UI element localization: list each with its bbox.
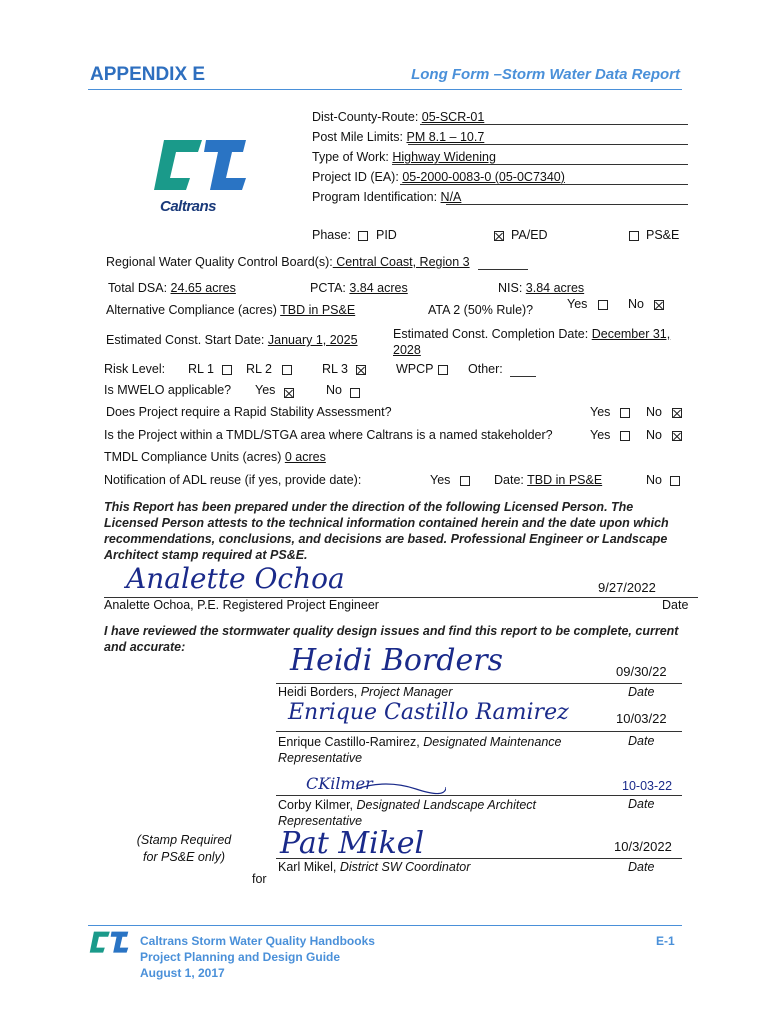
adl-no-label: No <box>646 473 662 487</box>
ea-label: Project ID (EA): <box>312 170 399 184</box>
rwqcb-value: Central Coast, Region 3 <box>332 255 470 269</box>
footer-line-3: August 1, 2017 <box>140 966 225 980</box>
postmile-value: PM 8.1 – 10.7 <box>406 130 485 144</box>
rl3-label: RL 3 <box>322 362 348 376</box>
ea-underline <box>400 184 688 185</box>
review-statement: I have reviewed the stormwater quality design issues and find this report to be complete, current and accurate: <box>104 624 679 654</box>
signer-3-name-row <box>278 797 536 829</box>
appendix-title: APPENDIX E <box>90 64 206 85</box>
signer-2-name-row <box>278 734 561 766</box>
tmdl-units-row <box>104 450 326 464</box>
tmdl-units-label: TMDL Compliance Units (acres) <box>104 450 282 464</box>
ea-row <box>312 170 565 184</box>
stamp-note <box>128 832 240 866</box>
wpcp-checkbox[interactable] <box>438 365 448 375</box>
pcta-row <box>310 281 408 295</box>
work-value: Highway Widening <box>392 150 496 164</box>
signer-2-date-label: Date <box>628 734 655 748</box>
header-rule <box>88 89 682 90</box>
signer-3-signature: CKilmer <box>306 774 373 793</box>
engineer-signature: Analette Ochoa <box>126 562 345 595</box>
route-underline <box>420 124 688 125</box>
adl-no-checkbox[interactable] <box>670 476 680 486</box>
start-date-row <box>106 333 358 347</box>
start-date-value: January 1, 2025 <box>267 333 358 347</box>
completion-date-label: Estimated Const. Completion Date: <box>393 327 589 341</box>
footer-text <box>140 933 375 981</box>
dsa-value: 24.65 acres <box>170 281 236 295</box>
signer-4-name: Karl Mikel, <box>278 860 340 874</box>
signer-4-date-label: Date <box>628 860 655 874</box>
program-value: N/A <box>440 190 462 204</box>
mwelo-no-label: No <box>326 383 342 397</box>
nis-row <box>498 281 584 295</box>
signer-1-role: Project Manager <box>360 685 453 699</box>
rsa-question: Does Project require a Rapid Stability Assessment? <box>106 405 392 419</box>
rl2-label: RL 2 <box>246 362 272 376</box>
pcta-value: 3.84 acres <box>349 281 408 295</box>
ata-yes-checkbox[interactable] <box>598 300 608 310</box>
program-label: Program Identification: <box>312 190 438 204</box>
adl-yes-checkbox[interactable] <box>460 476 470 486</box>
completion-date-value-2: 2028 <box>393 343 421 357</box>
mwelo-yes-label: Yes <box>255 383 276 397</box>
engineer-date: 9/27/2022 <box>598 580 656 595</box>
signer-4-role: District SW Coordinator <box>339 860 471 874</box>
rsa-no-label: No <box>646 405 662 419</box>
phase-pse-label: PS&E <box>646 228 680 242</box>
nis-value: 3.84 acres <box>525 281 585 295</box>
signer-1-date-label: Date <box>628 685 655 699</box>
adl-date-label: Date: <box>494 473 524 487</box>
phase-label: Phase: <box>312 228 351 242</box>
footer-logo <box>88 930 130 961</box>
signer-3-flourish <box>356 781 446 795</box>
tmdl-no-checkbox[interactable] <box>672 431 682 441</box>
licensed-person-statement: This Report has been prepared under the direction of the following Licensed Person. The Licensed Person attests to the technical information contained herein and the date upon which recommendations, conclusions, and decisions are based. Professional Engineer or Landscape Architect stamp required at PS&E. <box>104 500 669 562</box>
rl3-checkbox[interactable] <box>356 365 366 375</box>
stamp-note-line-1: (Stamp Required <box>136 833 232 847</box>
rsa-yes-checkbox[interactable] <box>620 408 630 418</box>
work-underline <box>392 164 688 165</box>
rl1-label: RL 1 <box>188 362 214 376</box>
rwqcb-row <box>106 255 470 269</box>
signer-4-line <box>276 858 682 859</box>
alt-compliance-label: Alternative Compliance (acres) <box>106 303 277 317</box>
signer-3-role-2: Representative <box>278 814 363 828</box>
engineer-date-label: Date <box>662 598 689 612</box>
wpcp-label: WPCP <box>396 362 434 376</box>
start-date-label: Estimated Const. Start Date: <box>106 333 265 347</box>
signer-2-date: 10/03/22 <box>616 711 667 726</box>
caltrans-logo <box>150 132 250 222</box>
mwelo-question: Is MWELO applicable? <box>104 383 232 397</box>
route-row <box>312 110 484 124</box>
mwelo-yes-checkbox[interactable] <box>284 388 294 398</box>
completion-date-value-1: December 31, <box>591 327 671 341</box>
risk-level-label: Risk Level: <box>104 362 166 376</box>
footer-caltrans-icon <box>88 930 130 956</box>
ata-no-label: No <box>628 297 644 311</box>
signer-4-name-row <box>278 860 470 874</box>
postmile-row <box>312 130 484 144</box>
ata-label: ATA 2 (50% Rule)? <box>428 303 534 317</box>
rl1-checkbox[interactable] <box>222 365 232 375</box>
route-value: 05-SCR-01 <box>421 110 485 124</box>
adl-date-value: TBD in PS&E <box>527 473 603 487</box>
signer-3-name: Corby Kilmer, <box>278 798 357 812</box>
footer-page-number: E-1 <box>656 934 675 948</box>
rwqcb-underline <box>478 269 528 270</box>
work-label: Type of Work: <box>312 150 389 164</box>
signer-2-name: Enrique Castillo-Ramirez, <box>278 735 424 749</box>
program-underline <box>446 204 688 205</box>
dsa-label: Total DSA: <box>108 281 168 295</box>
signer-4-signature: Pat Mikel <box>280 826 425 861</box>
ata-yes-label: Yes <box>567 297 588 311</box>
pcta-label: PCTA: <box>310 281 346 295</box>
adl-yes-label: Yes <box>430 473 451 487</box>
rwqcb-label: Regional Water Quality Control Board(s): <box>106 255 333 269</box>
rsa-yes-label: Yes <box>590 405 611 419</box>
postmile-underline <box>408 144 688 145</box>
program-row <box>312 190 461 204</box>
caltrans-ct-icon <box>150 132 250 202</box>
work-row <box>312 150 496 164</box>
ata-no-checkbox[interactable] <box>654 300 664 310</box>
phase-pse-checkbox[interactable] <box>629 231 639 241</box>
signer-3-date: 10-03-22 <box>622 779 673 793</box>
other-underline <box>510 376 536 377</box>
nis-label: NIS: <box>498 281 523 295</box>
alt-compliance-value: TBD in PS&E <box>280 303 356 317</box>
phase-pid-checkbox[interactable] <box>358 231 368 241</box>
ea-value: 05-2000-0083-0 (05-0C7340) <box>402 170 565 184</box>
phase-pid-label: PID <box>376 228 397 242</box>
footer-rule <box>88 925 682 926</box>
signer-2-role: Designated Maintenance <box>423 735 562 749</box>
caltrans-wordmark: Caltrans <box>160 198 217 215</box>
tmdl-no-label: No <box>646 428 662 442</box>
tmdl-area-question: Is the Project within a TMDL/STGA area where Caltrans is a named stakeholder? <box>104 428 553 442</box>
signer-3-date-label: Date <box>628 797 655 811</box>
signer-1-signature: Heidi Borders <box>290 643 503 678</box>
signer-2-role-2: Representative <box>278 751 363 765</box>
phase-paed-label: PA/ED <box>511 228 548 242</box>
report-title: Long Form –Storm Water Data Report <box>411 66 680 83</box>
signer-3-role: Designated Landscape Architect <box>356 798 537 812</box>
mwelo-no-checkbox[interactable] <box>350 388 360 398</box>
signer-1-line <box>276 683 682 684</box>
adl-question: Notification of ADL reuse (if yes, provide date): <box>104 473 362 487</box>
footer-line-1: Caltrans Storm Water Quality Handbooks <box>140 934 375 948</box>
signer-4-date: 10/3/2022 <box>614 839 672 854</box>
tmdl-units-value: 0 acres <box>284 450 326 464</box>
route-label: Dist-County-Route: <box>312 110 419 124</box>
stamp-note-line-2: for PS&E only) <box>143 850 225 864</box>
tmdl-yes-label: Yes <box>590 428 611 442</box>
signer-2-signature: Enrique Castillo Ramirez <box>288 700 569 725</box>
tmdl-yes-checkbox[interactable] <box>620 431 630 441</box>
signer-1-name: Heidi Borders, <box>278 685 361 699</box>
rl2-checkbox[interactable] <box>282 365 292 375</box>
footer-line-2: Project Planning and Design Guide <box>140 950 341 964</box>
other-label: Other: <box>468 362 503 376</box>
rsa-no-checkbox[interactable] <box>672 408 682 418</box>
alt-compliance-row <box>106 303 355 317</box>
signer-3-line <box>276 795 682 796</box>
phase-paed-checkbox[interactable] <box>494 231 504 241</box>
engineer-name: Analette Ochoa, P.E. Registered Project Engineer <box>104 598 379 612</box>
signer-2-line <box>276 731 682 732</box>
stamp-for-label: for <box>252 872 267 886</box>
signer-1-date: 09/30/22 <box>616 664 667 679</box>
postmile-label: Post Mile Limits: <box>312 130 403 144</box>
dsa-row <box>108 281 236 295</box>
adl-date-row <box>494 473 602 487</box>
signer-1-name-row <box>278 685 452 699</box>
completion-date-row <box>393 326 687 358</box>
